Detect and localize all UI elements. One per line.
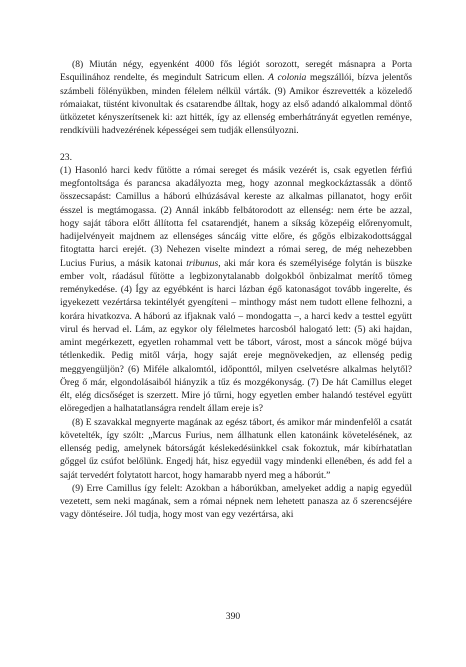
body-text [60,58,412,522]
paragraph-8b: (8) E szavakkal megnyerte magának az egész tábort, és amikor már mindenfelől a csatát követelték, így szólt: „Marcus Furius, nem állhatunk ellen katonáink követelésének, az ellenség pedig, amelynek bátorságát késlekedésünkkel csak fokoztuk, már kibírhatatlan gőggel űz csúfot belőlünk. Engedj hát, hisz egyedül vagy mindenki ellenében, és add fel a saját tervedért folytatott harcot, hogy hamarabb nyerd meg a háborút.” [60,416,412,481]
page-number: 390 [225,611,241,622]
paragraph-8: (8) Miután négy, egyenként 4000 fős légiót sorozott, seregét másnapra a Porta Esquilinához rendelte, és megindult Satricum ellen. A colonia megszállói, bízva jelentős számbeli fölényükben, minden félelem nélkül várták. (9) Amikor észrevették a közeledő rómaiakat, tüstént kivonultak és csatarendbe álltak, hogy az első adandó alkalommal döntő ütközetet kényszerítsenek ki: azt hitték, így az ellenség emberhátrányát egyetlen reménye, rendkívüli hadvezérének képességei sem tudják ellensúlyozni. [60,59,412,137]
paragraph-9: (9) Erre Camillus így felelt: Azokban a háborúkban, amelyeket addig a napig egyedül vezetett, sem neki magának, sem a római népnek nem lehetett panasza az ő szerencséjére vagy döntéseire. Jól tudja, hogy most van egy vezértársa, aki [60,482,412,521]
chapter-number: 23. [60,151,72,163]
paragraph-1: (1) Hasonló harci kedv fűtötte a római sereget és másik vezérét is, csak egyetlen férfiú megfontoltsága és parancsa akadályozta meg, hogy azonnal megkockáztassák a döntő összecsapást: Camillus a háború elhúzásával kereste az alkalmas pillanatot, hogy erőit ésszel is megtámogassa. (2) Annál inkább felbátorodott az ellenség: nem érte be azzal, hogy saját tábora előtt állította fel csatarendjét, hanem a síkság közepéig előrenyomult, hadijelvényeit majdnem az ellenséges sáncáig vitte előre, és gőgös elbizakodottsággal fitogtatta harci erejét. (3) Nehezen viselte mindezt a római sereg, de még nehezebben Lucius Furius, a másik katonai tribunus, aki már kora és személyisége folytán is büszke ember volt, ráadásul fűtötte a legbizonytalanabb dolgokból önbizalmat merítő tömeg reménykedése. (4) Így az egyébként is harci lázban égő katonaságot tovább ingerelte, és igyekezett vezértársa tekintélyét gyengíteni – minthogy mást nem tudott ellene felhozni, a korára hivatkozva. A háború az ifjaknak való – mondogatta –, a harci kedv a testtel együtt virul és hervad el. Lám, az egykor oly félelmetes harcosból halogató lett: (5) aki hajdan, amint megérkezett, egyetlen rohammal vett be tábort, várost, most a sáncok mögé bújva tétlenkedik. Pedig mitől várja, hogy saját ereje megnövekedjen, az ellenség pedig meggyengüljön? (6) Miféle alkalomtól, időponttól, milyen cselvetésre alkalmas helytől? Öreg ő már, elgondolásaiból hiányzik a tűz és mozgékonyság. (7) De hát Camillus eleget élt, elég dicsőséget is szerzett. Mire jó tűrni, hogy egyetlen ember halandó testével együtt elöregedjen a halhatatlanságra rendelt állam ereje is? [60,164,412,415]
